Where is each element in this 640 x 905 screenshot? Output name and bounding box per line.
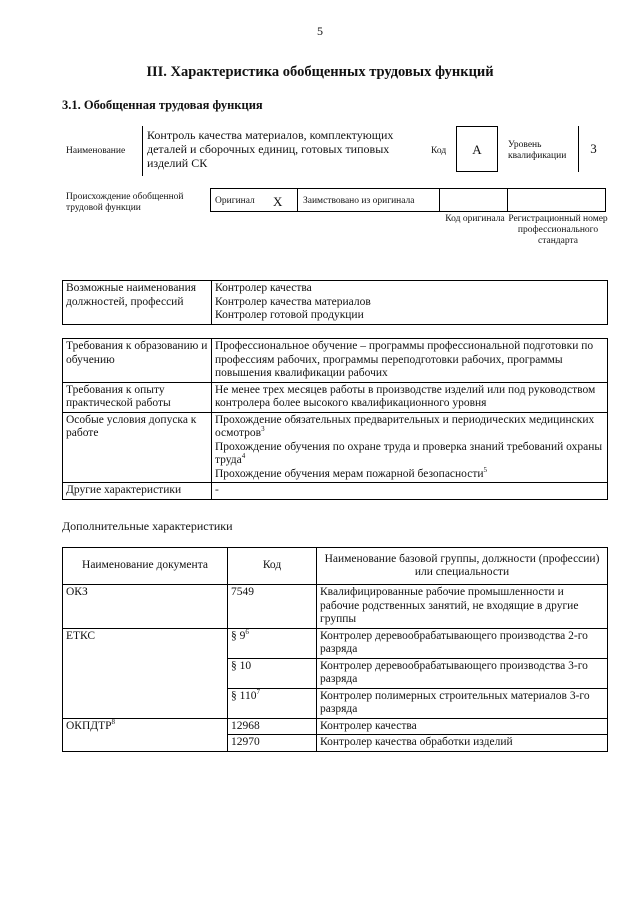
subsection-title: 3.1. Обобщенная трудовая функция	[62, 98, 263, 112]
requirements-table	[62, 338, 608, 500]
code-value: А	[472, 142, 482, 157]
okpdtr-name: Контролер качества обработки изделий	[317, 735, 608, 752]
okz-doc: ОКЗ	[63, 585, 228, 629]
etks-doc: ЕТКС	[63, 628, 228, 718]
caption-reg: Регистрационный номер профессионального стандарта	[508, 214, 608, 246]
original-mark: X	[273, 194, 283, 209]
name-label: Наименование	[66, 146, 126, 156]
education-label: Требования к образованию и обучению	[63, 339, 212, 383]
other-value: -	[212, 483, 608, 500]
additional-title: Дополнительные характеристики	[62, 519, 233, 533]
special-item: Прохождение обучения мерам пожарной безопасности$^5$	[215, 465, 488, 480]
special-value	[212, 412, 608, 483]
education-value: Профессиональное обучение – программы профессиональной подготовки по профессиям рабочих, программы переподготовки рабочих, программы повышения квалификации рабочих	[212, 339, 608, 383]
positions-list	[212, 281, 608, 325]
level-value: 3	[590, 141, 597, 156]
original-label: Оригинал	[215, 196, 255, 206]
position-item: Контролер качества материалов	[215, 295, 371, 308]
origin-divider-1	[297, 189, 298, 211]
name-value: Контроль качества материалов, комплектующих деталей и сборочных единиц, готовых типовых изделий СК	[147, 128, 394, 170]
additional-table	[62, 547, 608, 752]
etks-name: Контролер полимерных строительных материалов 3-го разряда	[317, 688, 608, 718]
caption-code: Код оригинала	[445, 214, 505, 224]
etks-code: § 10	[228, 658, 317, 688]
special-item: Прохождение обучения по охране труда и проверка знаний требований охраны труда$^4$	[215, 440, 603, 466]
code-value-box	[456, 126, 498, 172]
header-name: Наименование базовой группы, должности (профессии) или специальности	[317, 548, 608, 585]
etks-code: § $110^7$	[228, 688, 317, 718]
experience-value: Не менее трех месяцев работы в производстве изделий или под руководством контролера более высокого квалификационного уровня	[212, 382, 608, 412]
okpdtr-name: Контролер качества	[317, 718, 608, 735]
origin-box	[210, 188, 606, 212]
name-value-box	[142, 126, 424, 176]
borrowed-label: Заимствовано из оригинала	[303, 196, 415, 206]
header-code: Код	[228, 548, 317, 585]
etks-code: § $9^6$	[228, 628, 317, 658]
position-item: Контролер готовой продукции	[215, 309, 364, 321]
etks-name: Контролер деревообрабатывающего производства 2-го разряда	[317, 628, 608, 658]
origin-divider-3	[507, 189, 508, 211]
page-number: 5	[317, 24, 323, 38]
special-item: Прохождение обязательных предварительных и периодических медицинских осмотров$^3$	[215, 413, 595, 439]
origin-label: Происхождение обобщенной трудовой функции	[66, 192, 184, 213]
etks-name: Контролер деревообрабатывающего производства 3-го разряда	[317, 658, 608, 688]
level-label: Уровень квалификации	[508, 140, 567, 161]
okz-name: Квалифицированные рабочие промышленности и рабочие родственных занятий, не входящие в другие группы	[317, 585, 608, 629]
okpdtr-code: 12968	[228, 718, 317, 735]
okz-code: 7549	[228, 585, 317, 629]
level-value-box	[578, 126, 608, 172]
okpdtr-code: 12970	[228, 735, 317, 752]
section-title: III. Характеристика обобщенных трудовых функций	[146, 64, 494, 80]
special-label: Особые условия допуска к работе	[63, 412, 212, 483]
other-label: Другие характеристики	[63, 483, 212, 500]
position-item: Контролер качества	[215, 282, 312, 294]
header-doc: Наименование документа	[63, 548, 228, 585]
positions-table	[62, 280, 608, 325]
positions-label: Возможные наименования должностей, профессий	[63, 281, 212, 325]
code-label: Код	[431, 146, 447, 156]
experience-label: Требования к опыту практической работы	[63, 382, 212, 412]
okpdtr-doc: ОКПДТР$^8$	[63, 718, 228, 751]
origin-divider-2	[439, 189, 440, 211]
